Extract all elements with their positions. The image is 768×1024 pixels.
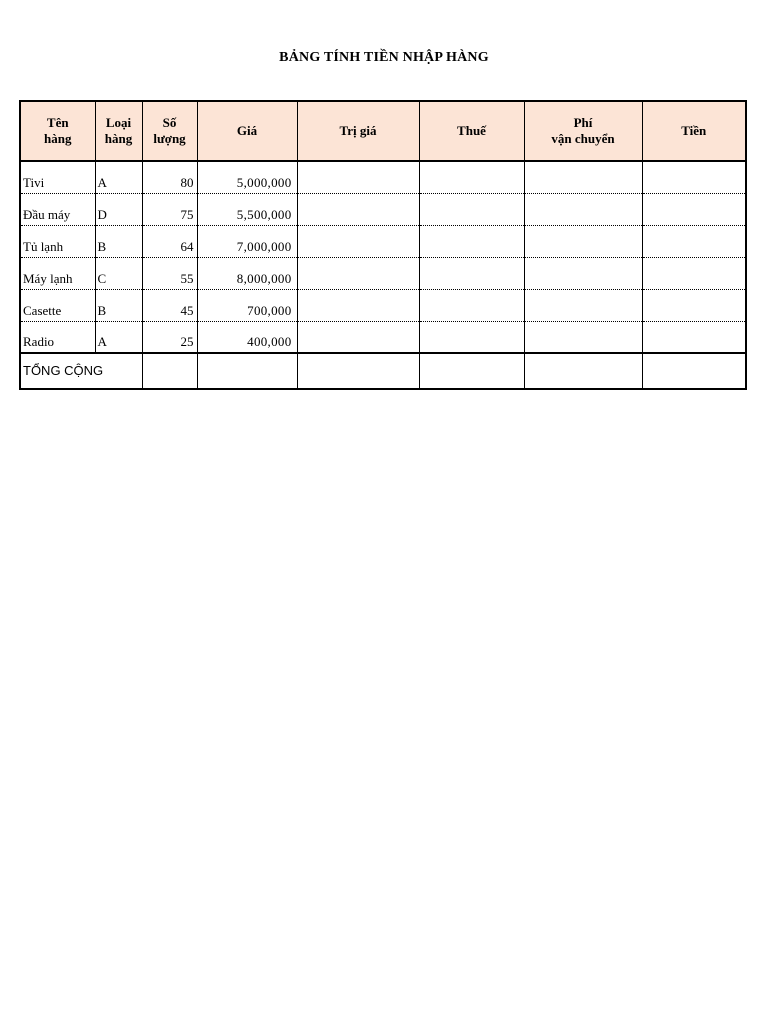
total-qty-cell[interactable] [142, 353, 197, 389]
cell-price[interactable]: 5,500,000 [197, 193, 297, 225]
cell-value[interactable] [297, 193, 419, 225]
cell-price[interactable]: 7,000,000 [197, 225, 297, 257]
header-value[interactable]: Trị giá [297, 101, 419, 161]
cell-price[interactable]: 700,000 [197, 289, 297, 321]
header-tax[interactable]: Thuế [419, 101, 524, 161]
total-price-cell[interactable] [197, 353, 297, 389]
cell-type[interactable]: A [95, 321, 142, 353]
header-row [20, 101, 746, 161]
header-name-line2: hàng [44, 131, 72, 146]
header-type[interactable] [95, 101, 142, 161]
cell-qty[interactable]: 64 [142, 225, 197, 257]
cell-total[interactable] [642, 193, 746, 225]
header-shipping[interactable] [524, 101, 642, 161]
table-row [20, 193, 746, 225]
cell-shipping[interactable] [524, 193, 642, 225]
cell-qty[interactable]: 75 [142, 193, 197, 225]
cell-total[interactable] [642, 225, 746, 257]
header-qty-line1: Số [162, 115, 177, 130]
cell-value[interactable] [297, 161, 419, 193]
header-type-line1: Loại [105, 115, 132, 130]
total-label: TỔNG CỘNG [20, 353, 142, 389]
table-row [20, 289, 746, 321]
total-row [20, 353, 746, 389]
cell-type[interactable]: B [95, 225, 142, 257]
cell-total[interactable] [642, 257, 746, 289]
cell-type[interactable]: B [95, 289, 142, 321]
table-row [20, 161, 746, 193]
total-tax-cell[interactable] [419, 353, 524, 389]
goods-import-table [19, 100, 747, 390]
cell-value[interactable] [297, 321, 419, 353]
cell-name[interactable]: Đầu máy [20, 193, 95, 225]
cell-name[interactable]: Radio [20, 321, 95, 353]
cell-value[interactable] [297, 257, 419, 289]
cell-price[interactable]: 5,000,000 [197, 161, 297, 193]
cell-tax[interactable] [419, 257, 524, 289]
cell-qty[interactable]: 25 [142, 321, 197, 353]
total-value-cell[interactable] [297, 353, 419, 389]
cell-price[interactable]: 400,000 [197, 321, 297, 353]
cell-qty[interactable]: 80 [142, 161, 197, 193]
header-shipping-line2: vận chuyển [551, 131, 615, 146]
cell-value[interactable] [297, 225, 419, 257]
total-amount-cell[interactable] [642, 353, 746, 389]
table-row [20, 321, 746, 353]
cell-type[interactable]: C [95, 257, 142, 289]
table-row [20, 225, 746, 257]
cell-type[interactable]: D [95, 193, 142, 225]
cell-name[interactable]: Casette [20, 289, 95, 321]
cell-value[interactable] [297, 289, 419, 321]
cell-tax[interactable] [419, 289, 524, 321]
cell-shipping[interactable] [524, 225, 642, 257]
cell-total[interactable] [642, 289, 746, 321]
cell-shipping[interactable] [524, 289, 642, 321]
cell-shipping[interactable] [524, 257, 642, 289]
cell-name[interactable]: Tủ lạnh [20, 225, 95, 257]
table-row [20, 257, 746, 289]
cell-total[interactable] [642, 321, 746, 353]
cell-tax[interactable] [419, 161, 524, 193]
header-qty[interactable] [142, 101, 197, 161]
header-price[interactable]: Giá [197, 101, 297, 161]
header-name-line1: Tên [46, 115, 69, 130]
cell-name[interactable]: Tivi [20, 161, 95, 193]
cell-tax[interactable] [419, 225, 524, 257]
cell-shipping[interactable] [524, 321, 642, 353]
cell-name[interactable]: Máy lạnh [20, 257, 95, 289]
header-type-line2: hàng [104, 131, 133, 146]
cell-tax[interactable] [419, 193, 524, 225]
cell-price[interactable]: 8,000,000 [197, 257, 297, 289]
cell-shipping[interactable] [524, 161, 642, 193]
cell-tax[interactable] [419, 321, 524, 353]
cell-qty[interactable]: 45 [142, 289, 197, 321]
page-title: BẢNG TÍNH TIỀN NHẬP HÀNG [279, 50, 489, 65]
cell-qty[interactable]: 55 [142, 257, 197, 289]
header-shipping-line1: Phí [573, 115, 593, 130]
total-shipping-cell[interactable] [524, 353, 642, 389]
header-name[interactable] [20, 101, 95, 161]
cell-type[interactable]: A [95, 161, 142, 193]
header-total[interactable]: Tiền [642, 101, 746, 161]
header-qty-line2: lượng [153, 131, 186, 146]
cell-total[interactable] [642, 161, 746, 193]
